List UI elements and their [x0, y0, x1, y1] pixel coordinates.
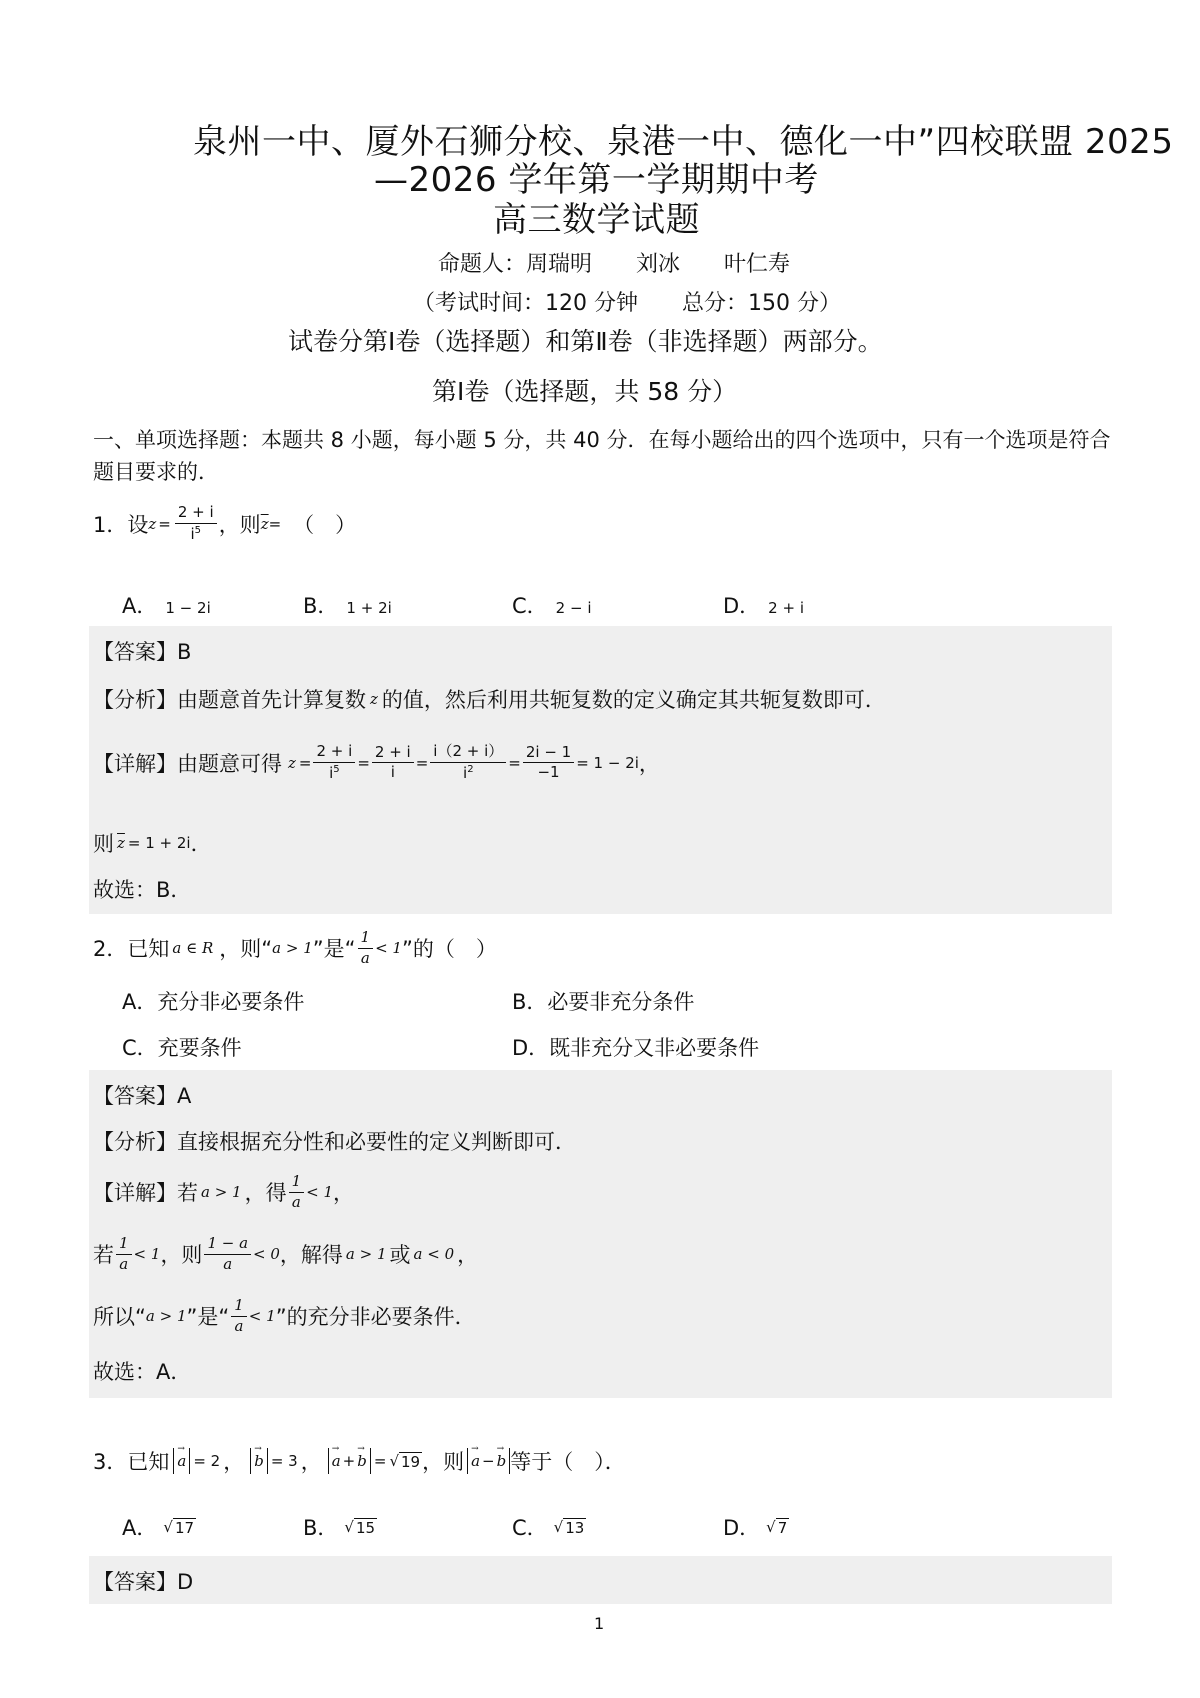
question-1-stem — [93, 505, 356, 543]
q1-detail-frac4: $\frac{2i - 1}{-1}$ — [523, 745, 574, 782]
q2-option-c: C．充要条件 — [122, 1036, 242, 1060]
q1-detail: 【详解】 由题意可得 z = $\frac{2 + i}{i^5}$ = $\frac{2 + i}{i}$ = $\frac{i(2 + i)}{i^2}$ = $\frac{2i - 1}{-1}$ = 1 − 2i ， — [93, 742, 660, 782]
q2-option-b: B．必要非充分条件 — [512, 990, 695, 1014]
q2-detail-line2: 若 $\frac{1}{a}$ < 1 ，则 $\frac{1 - a}{a}$ < 0 ，解得 a > 1 或 a < 0 ， — [93, 1234, 479, 1273]
q1-detail-frac3: $\frac{i(2 + i)}{i^2}$ — [430, 744, 506, 782]
q1-option-d: D． 2 + i — [723, 594, 804, 618]
q2-detail-line1: 【详解】若 a > 1 ，得 $\frac{1}{a}$ < 1 ， — [93, 1172, 355, 1211]
exam-title-line1: 泉州一中、厦外石狮分校、泉港一中、德化一中”四校联盟 2025 — [193, 122, 1174, 162]
q1-paren: （ ） — [293, 512, 357, 537]
q3-option-d: D． √ 7 — [723, 1516, 788, 1540]
q1-frac-den-sup: 5 — [194, 524, 202, 536]
question-2-stem: 2．已知 a ∈ R ，则“ a > 1 ”是“ $\frac{1}{a}$ < 1 ”的（ ） — [93, 928, 497, 967]
q1-option-b: B． 1 + 2i — [303, 594, 392, 618]
exam-title-line2: —2026 学年第一学期期中考 — [374, 160, 819, 200]
section1-instructions-line2: 题目要求的． — [93, 460, 219, 484]
q1-eq: = — [158, 514, 171, 533]
q1-frac-num: 2 + i — [175, 505, 217, 524]
q1-choose: 故选：B． — [93, 878, 192, 902]
page-number: 1 — [594, 1614, 605, 1633]
parts-note: 试卷分第Ⅰ卷（选择题）和第Ⅱ卷（非选择题）两部分。 — [288, 327, 883, 356]
q1-z: z — [148, 514, 157, 533]
question-3-stem: 3．已知 → a = 2 ， → b = 3 ， → a + → b = √ 19 ，则 → a − → b 等于（ ）． — [93, 1446, 626, 1476]
q3-option-c: C． √ 13 — [512, 1516, 585, 1540]
q1-fraction — [175, 505, 217, 543]
q1-zbar: z — [260, 514, 269, 533]
q3-solution-box — [89, 1556, 1112, 1604]
q3-answer: 【答案】D — [93, 1570, 194, 1594]
q3-option-a: A． √ 17 — [122, 1516, 195, 1540]
q2-option-a: A．充分非必要条件 — [122, 990, 305, 1014]
q1-prefix: 1．设 — [93, 512, 149, 537]
q1-option-a: A． 1 − 2i — [122, 594, 211, 618]
q1-detail-frac2: $\frac{2 + i}{i}$ — [372, 745, 414, 782]
q1-detail-frac1: $\frac{2 + i}{i^5}$ — [313, 744, 355, 782]
q1-eq2: = — [268, 514, 282, 533]
q3-option-b: B． √ 15 — [303, 1516, 376, 1540]
q1-option-c: C． 2 − i — [512, 594, 592, 618]
q1-mid: ，则 — [218, 512, 261, 537]
exam-info-line: （考试时间：120 分钟 总分：150 分） — [413, 291, 841, 316]
exam-title-line3: 高三数学试题 — [493, 200, 700, 240]
part1-title: 第Ⅰ卷（选择题，共 58 分） — [432, 377, 738, 406]
q2-choose: 故选：A． — [93, 1360, 192, 1384]
q2-analysis: 【分析】直接根据充分性和必要性的定义判断即可． — [93, 1130, 576, 1154]
q1-analysis: 【分析】 由题意首先计算复数 z 的值，然后利用共轭复数的定义确定其共轭复数即可． — [93, 688, 886, 712]
q2-option-d: D．既非充分又非必要条件 — [512, 1036, 760, 1060]
q2-detail-line3: 所以“ a > 1 ”是“ $\frac{1}{a}$ < 1 ”的充分非必要条件． — [93, 1296, 476, 1335]
authors-line: 命题人：周瑞明 刘冰 叶仁寿 — [438, 252, 791, 277]
q1-frac-den: i — [190, 524, 195, 543]
q1-answer: 【答案】B — [93, 640, 192, 664]
q1-conjugate-line: 则 z = 1 + 2i ． — [93, 832, 212, 856]
q2-answer: 【答案】A — [93, 1084, 192, 1108]
section1-instructions-line1: 一、单项选择题：本题共 8 小题，每小题 5 分，共 40 分．在每小题给出的四个选项中，只有一个选项是符合 — [93, 428, 1111, 452]
